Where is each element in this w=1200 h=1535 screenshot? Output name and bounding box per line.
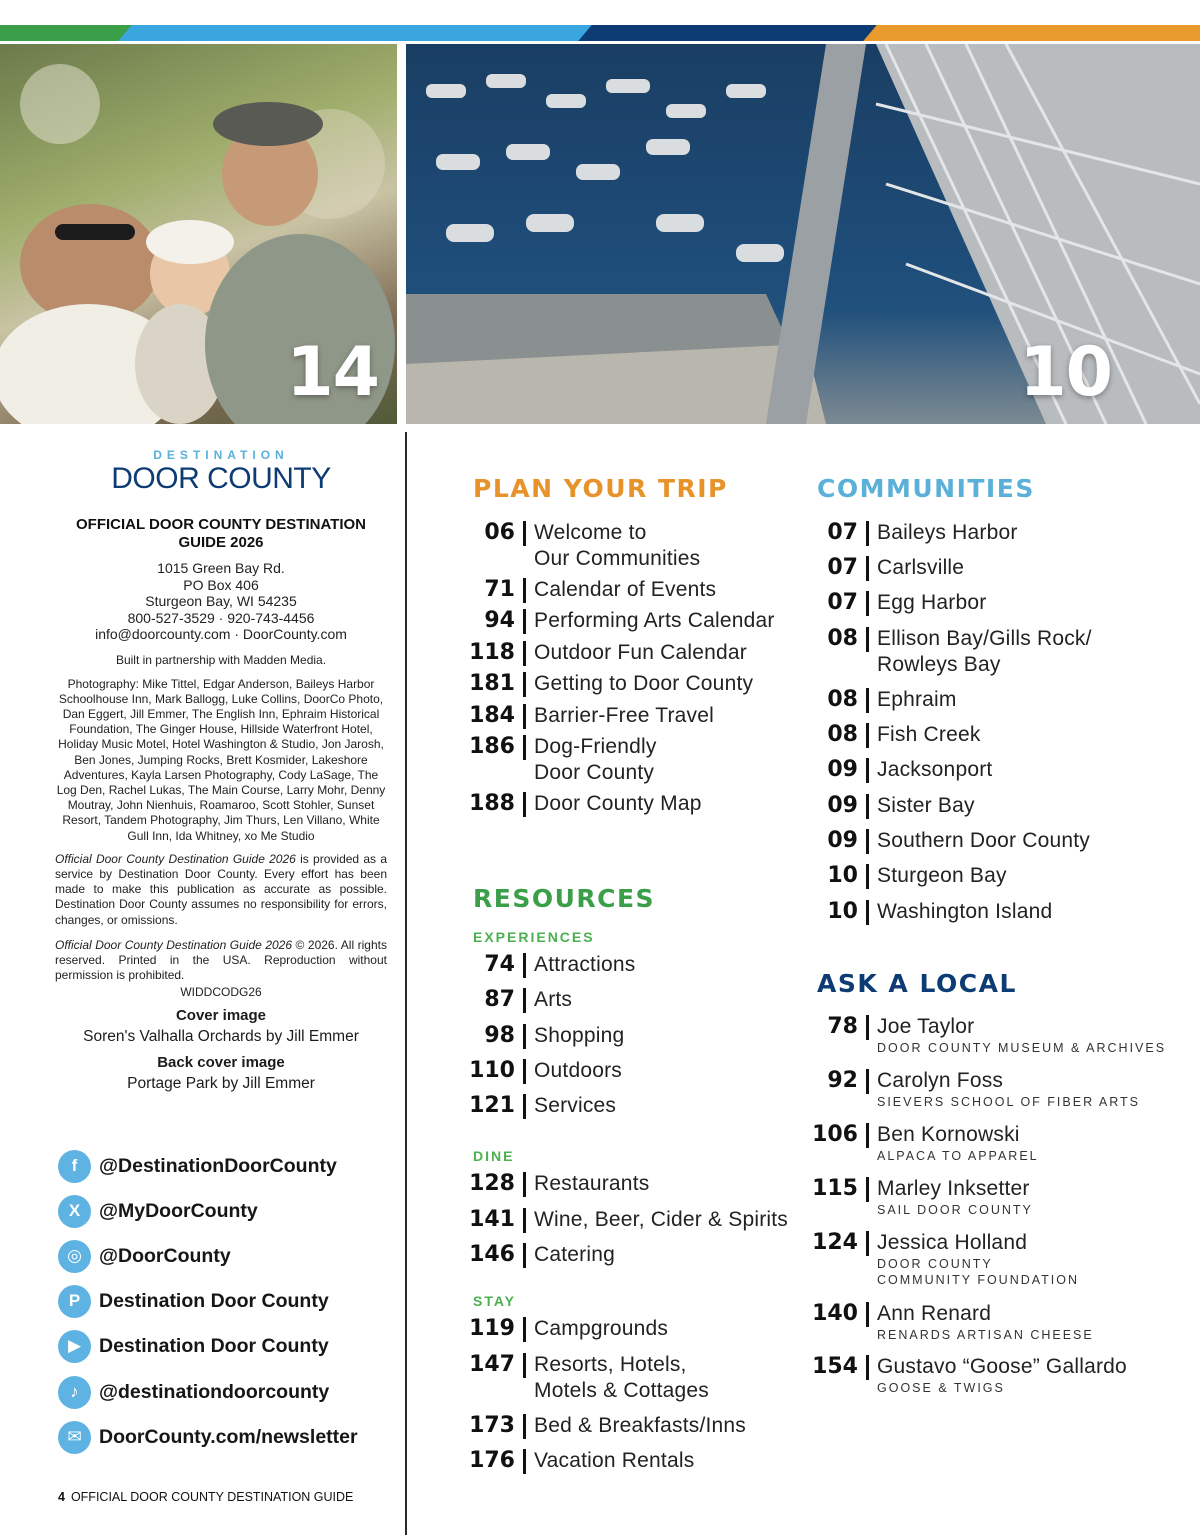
local-name: Carolyn Foss: [877, 1069, 1004, 1092]
x-icon: X: [58, 1195, 91, 1228]
toc-entry[interactable]: [465, 577, 716, 603]
toc-page-number: 106: [812, 1122, 858, 1147]
toc-label: Washington Island: [877, 900, 1053, 923]
separator-bar: [523, 609, 526, 634]
toc-page-number: 09: [827, 757, 858, 782]
column-divider: [405, 432, 407, 1535]
toc-label: Carlsville: [877, 556, 965, 579]
separator-bar: [866, 723, 869, 748]
separator-bar: [866, 1123, 869, 1148]
toc-entry[interactable]: [820, 590, 986, 616]
separator-bar: [523, 953, 526, 978]
photo-credits: Photography: Mike Tittel, Edgar Anderson, Baileys Harbor Schoolhouse Inn, Mark Ballogg, Luke Collins, DoorCo Photo, Dan Eggert, Jill Emmer, The English Inn, Ephraim Historical Foundation, The Ginger House, Hillside Waterfront Hotel, Holiday Music Motel, Hotel Washington & Studio, Jon Jarosh, Ben Jones, Jumping Rocks, Brett Kosmider, Lakeshore Adventures, Kayla Larsen Photography, Cody LaSage, The Log Den, Rachel Lukas, The Main Course, Larry Mohr, Denny Moutray, John Nienhuis, Roamaroo, Scott Stohler, Sunset Resort, Tandem Photography, Jim Thurs, Len Villano, White Gull Inn, Ida Whitney, xo Me Studio: [56, 676, 386, 843]
toc-page-number: 121: [469, 1093, 515, 1118]
toc-entry[interactable]: [465, 520, 700, 572]
toc-label-line2: Motels & Cottages: [534, 1379, 709, 1402]
social-label: @destinationdoorcounty: [99, 1380, 330, 1403]
cover-image-credit: Soren's Valhalla Orchards by Jill Emmer: [83, 1028, 359, 1046]
separator-bar: [523, 792, 526, 817]
email-icon: ✉: [58, 1421, 91, 1454]
toc-label: Wine, Beer, Cider & Spirits: [534, 1208, 788, 1231]
toc-entry[interactable]: [812, 1068, 1140, 1110]
separator-bar: [866, 1302, 869, 1327]
disclaimer-accuracy-text: is provided as a service by Destination Door County. Every effort has been made to make this publication as accurate as possible. Destination Door County assumes no responsibility for errors, changes, or omissions.: [55, 851, 387, 927]
separator-bar: [866, 900, 869, 925]
toc-entry[interactable]: [812, 1176, 1033, 1218]
separator-bar: [523, 988, 526, 1013]
toc-label: Baileys Harbor: [877, 521, 1018, 544]
separator-bar: [866, 627, 869, 652]
toc-label: [877, 1176, 1033, 1218]
separator-bar: [866, 1015, 869, 1040]
toc-label: Outdoor Fun Calendar: [534, 641, 747, 664]
toc-label: [877, 1354, 1127, 1396]
toc-entry[interactable]: [465, 1352, 709, 1404]
local-name: Ann Renard: [877, 1302, 992, 1325]
toc-page-number: 09: [827, 828, 858, 853]
toc-page-number: 87: [484, 987, 515, 1012]
toc-label: [534, 734, 657, 786]
toc-page-number: 128: [469, 1171, 515, 1196]
toc-entry[interactable]: [465, 1316, 668, 1342]
toc-label: Calendar of Events: [534, 578, 717, 601]
toc-page-number: 08: [827, 626, 858, 651]
toc-entry[interactable]: [465, 1023, 624, 1049]
toc-page-number: 09: [827, 793, 858, 818]
separator-bar: [523, 735, 526, 760]
toc-page-number: 188: [469, 791, 515, 816]
toc-page-number: 98: [484, 1023, 515, 1048]
toc-page-number: 08: [827, 687, 858, 712]
band-blue: [118, 25, 596, 41]
toc-entry[interactable]: [465, 1058, 622, 1084]
toc-page-number: 10: [827, 863, 858, 888]
back-cover-heading: Back cover image: [157, 1054, 285, 1072]
toc-entry[interactable]: [820, 555, 964, 581]
facebook-icon: f: [58, 1150, 91, 1183]
toc-label: Vacation Rentals: [534, 1449, 695, 1472]
toc-entry[interactable]: [812, 1122, 1039, 1164]
separator-bar: [523, 1317, 526, 1342]
cover-image-heading: Cover image: [175, 1007, 267, 1025]
toc-entry[interactable]: [820, 687, 957, 713]
toc-page-number: 147: [469, 1352, 515, 1377]
phone-numbers[interactable]: 800-527-3529 · 920-743-4456: [127, 609, 315, 626]
social-label: @DestinationDoorCounty: [99, 1154, 337, 1177]
separator-bar: [523, 672, 526, 697]
toc-label: Door County Map: [534, 792, 702, 815]
separator-bar: [523, 1414, 526, 1439]
address-city: Sturgeon Bay, WI 54235: [145, 593, 297, 609]
toc-page-number: 06: [484, 520, 515, 545]
toc-page-number: 92: [827, 1068, 858, 1093]
social-pinterest[interactable]: [58, 1283, 388, 1319]
toc-label-line2: Our Communities: [534, 547, 701, 570]
toc-label: [877, 1230, 1079, 1288]
band-green: [0, 25, 137, 41]
toc-entry[interactable]: [465, 671, 753, 697]
toc-entry[interactable]: [465, 734, 657, 786]
toc-page-number: 176: [469, 1448, 515, 1473]
publisher-info: [55, 448, 387, 1093]
built-note: Built in partnership with Madden Media.: [115, 652, 327, 667]
toc-label-line1: Ellison Bay/Gills Rock/: [877, 627, 1092, 650]
toc-label: Ephraim: [877, 688, 957, 711]
toc-page-number: 07: [827, 520, 858, 545]
toc-page-number: 173: [469, 1413, 515, 1438]
toc-page-number: 154: [812, 1354, 858, 1379]
social-label: @DoorCounty: [99, 1244, 231, 1267]
local-name: Ben Kornowski: [877, 1123, 1020, 1146]
back-cover-credit: Portage Park by Jill Emmer: [127, 1075, 315, 1093]
toc-page-number: 186: [469, 734, 515, 759]
separator-bar: [866, 688, 869, 713]
toc-label: Fish Creek: [877, 723, 981, 746]
toc-label: Restaurants: [534, 1172, 650, 1195]
toc-page-number: 74: [484, 952, 515, 977]
local-name: Joe Taylor: [877, 1015, 975, 1038]
address-street: 1015 Green Bay Rd.: [157, 560, 285, 576]
toc-label: Egg Harbor: [877, 591, 987, 614]
toc-label: [877, 1014, 1166, 1056]
social-label: @MyDoorCounty: [99, 1199, 258, 1222]
separator-bar: [866, 1177, 869, 1202]
separator-bar: [866, 556, 869, 581]
footer-page-number: 4: [58, 1490, 65, 1504]
toc-label: Catering: [534, 1243, 615, 1266]
social-tiktok[interactable]: [58, 1374, 388, 1410]
band-orange: [863, 25, 1200, 41]
stay-subheading: STAY: [473, 1293, 517, 1309]
toc-page-number: 119: [469, 1316, 515, 1341]
toc-label: Shopping: [534, 1024, 625, 1047]
toc-entry[interactable]: [465, 640, 747, 666]
toc-label-line2: Door County: [534, 761, 655, 784]
tiktok-icon: ♪: [58, 1376, 91, 1409]
toc-label: [877, 626, 1092, 678]
separator-bar: [523, 1208, 526, 1233]
toc-entry[interactable]: [812, 1301, 1094, 1343]
toc-page-number: 08: [827, 722, 858, 747]
social-instagram[interactable]: [58, 1238, 388, 1274]
toc-entry[interactable]: [465, 1093, 616, 1119]
toc-entry[interactable]: [812, 1230, 1079, 1288]
local-affiliation: ALPACA TO APPAREL: [877, 1149, 1039, 1163]
separator-bar: [866, 829, 869, 854]
toc-label: Sister Bay: [877, 794, 975, 817]
resources-heading: RESOURCES: [473, 884, 656, 913]
separator-bar: [523, 578, 526, 603]
social-facebook[interactable]: [58, 1148, 388, 1184]
toc-entry[interactable]: [465, 1413, 746, 1439]
local-affiliation: SIEVERS SCHOOL OF FIBER ARTS: [877, 1095, 1140, 1109]
dine-subheading: DINE: [473, 1148, 515, 1164]
local-affiliation: DOOR COUNTY: [877, 1257, 993, 1271]
separator-bar: [866, 591, 869, 616]
local-affiliation-line2: COMMUNITY FOUNDATION: [877, 1273, 1080, 1287]
toc-entry[interactable]: [465, 1242, 615, 1268]
top-color-band: [0, 25, 1200, 41]
footer-text: OFFICIAL DOOR COUNTY DESTINATION GUIDE: [70, 1490, 354, 1504]
marina-bridge-photo: [406, 44, 1200, 424]
separator-bar: [523, 1172, 526, 1197]
separator-bar: [523, 641, 526, 666]
toc-entry[interactable]: [812, 1014, 1166, 1056]
local-name: Marley Inksetter: [877, 1177, 1030, 1200]
family-orchard-photo: [0, 44, 397, 424]
toc-entry[interactable]: [465, 1171, 649, 1197]
toc-entry[interactable]: [465, 791, 702, 817]
page-number-overlay-10: 10: [1019, 333, 1112, 412]
toc-label-line1: Dog-Friendly: [534, 735, 657, 758]
toc-entry[interactable]: [820, 626, 1092, 678]
social-youtube[interactable]: [58, 1328, 388, 1364]
disclaimer-copyright-text: © 2026. All rights reserved. Printed in the USA. Reproduction without permission is prohibited.: [55, 937, 387, 983]
youtube-icon: ▶: [58, 1330, 91, 1363]
toc-entry[interactable]: [820, 899, 1052, 925]
toc-page-number: 181: [469, 671, 515, 696]
toc-entry[interactable]: [465, 1207, 788, 1233]
disclaimer-accuracy-title: Official Door County Destination Guide 2026: [55, 851, 296, 866]
separator-bar: [866, 521, 869, 546]
local-affiliation: DOOR COUNTY MUSEUM & ARCHIVES: [877, 1041, 1167, 1055]
toc-label: [534, 1352, 709, 1404]
toc-label-line1: Welcome to: [534, 521, 647, 544]
toc-page-number: 94: [484, 608, 515, 633]
toc-page-number: 10: [827, 899, 858, 924]
separator-bar: [523, 1243, 526, 1268]
toc-entry[interactable]: [820, 722, 981, 748]
toc-label-line1: Resorts, Hotels,: [534, 1353, 687, 1376]
toc-page-number: 141: [469, 1207, 515, 1232]
pinterest-icon: P: [58, 1285, 91, 1318]
separator-bar: [866, 1355, 869, 1380]
separator-bar: [866, 864, 869, 889]
toc-label: Southern Door County: [877, 829, 1090, 852]
toc-page-number: 110: [469, 1058, 515, 1083]
disclaimer-copyright: [55, 938, 387, 984]
separator-bar: [523, 1449, 526, 1474]
separator-bar: [523, 1094, 526, 1119]
social-label: Destination Door County: [99, 1334, 329, 1357]
toc-label: Bed & Breakfasts/Inns: [534, 1414, 746, 1437]
separator-bar: [866, 794, 869, 819]
separator-bar: [866, 1231, 869, 1256]
toc-label: Performing Arts Calendar: [534, 609, 775, 632]
toc-page-number: 07: [827, 555, 858, 580]
toc-entry[interactable]: [465, 987, 572, 1013]
publication-code: WIDDCODG26: [180, 985, 262, 1000]
toc-label: [877, 1301, 1094, 1343]
experiences-subheading: EXPERIENCES: [473, 929, 595, 945]
toc-entry[interactable]: [820, 757, 992, 783]
toc-entry[interactable]: [820, 793, 975, 819]
local-affiliation: GOOSE & TWIGS: [877, 1381, 1005, 1395]
guide-title: OFFICIAL DOOR COUNTY DESTINATION GUIDE 2026: [75, 516, 366, 551]
toc-label: Jacksonport: [877, 758, 993, 781]
toc-label: Attractions: [534, 953, 636, 976]
social-label: Destination Door County: [99, 1289, 329, 1312]
local-name: Gustavo “Goose” Gallardo: [877, 1355, 1127, 1378]
toc-entry[interactable]: [465, 608, 775, 634]
social-label: DoorCounty.com/newsletter: [99, 1425, 358, 1448]
toc-label: Sturgeon Bay: [877, 864, 1007, 887]
separator-bar: [523, 1059, 526, 1084]
toc-label-line2: Rowleys Bay: [877, 653, 1001, 676]
toc-page-number: 115: [812, 1176, 858, 1201]
logo-destination: DESTINATION: [153, 448, 289, 462]
local-affiliation: RENARDS ARTISAN CHEESE: [877, 1328, 1094, 1342]
toc-entry[interactable]: [812, 1354, 1127, 1396]
toc-label: Outdoors: [534, 1059, 622, 1082]
separator-bar: [523, 1353, 526, 1378]
disclaimer-accuracy: [55, 852, 387, 928]
disclaimer-copyright-title: Official Door County Destination Guide 2026: [55, 937, 293, 952]
toc-entry[interactable]: [465, 1448, 694, 1474]
social-newsletter[interactable]: [58, 1419, 388, 1455]
logo-door-county: DOOR COUNTY: [111, 462, 331, 495]
toc-label: Services: [534, 1094, 617, 1117]
ask-a-local-heading: ASK A LOCAL: [817, 969, 1017, 998]
page-footer: [58, 1490, 353, 1504]
toc-page-number: 71: [484, 577, 515, 602]
toc-page-number: 124: [812, 1230, 858, 1255]
local-name: Jessica Holland: [877, 1231, 1028, 1254]
toc-entry[interactable]: [820, 520, 1018, 546]
toc-label: Campgrounds: [534, 1317, 669, 1340]
toc-label: [877, 1068, 1140, 1110]
toc-page-number: 146: [469, 1242, 515, 1267]
toc-entry[interactable]: [465, 703, 714, 729]
social-x[interactable]: [58, 1193, 388, 1229]
toc-entry[interactable]: [820, 828, 1090, 854]
toc-page-number: 07: [827, 590, 858, 615]
toc-entry[interactable]: [820, 863, 1007, 889]
plan-your-trip-heading: PLAN YOUR TRIP: [473, 474, 728, 503]
toc-page-number: 118: [469, 640, 515, 665]
separator-bar: [523, 521, 526, 546]
toc-label: Getting to Door County: [534, 672, 754, 695]
toc-page-number: 78: [827, 1014, 858, 1039]
toc-page-number: 184: [469, 703, 515, 728]
toc-label: Barrier-Free Travel: [534, 704, 715, 727]
toc-page-number: 140: [812, 1301, 858, 1326]
communities-heading: COMMUNITIES: [817, 474, 1035, 503]
band-navy: [578, 25, 881, 41]
toc-entry[interactable]: [465, 952, 635, 978]
address-block: [55, 560, 387, 643]
separator-bar: [523, 704, 526, 729]
local-affiliation: SAIL DOOR COUNTY: [877, 1203, 1033, 1217]
toc-label: Arts: [534, 988, 573, 1011]
separator-bar: [866, 1069, 869, 1094]
page-number-overlay-14: 14: [286, 333, 379, 412]
toc-label: [877, 1122, 1039, 1164]
separator-bar: [523, 1024, 526, 1049]
toc-label: [534, 520, 700, 572]
address-po-box: PO Box 406: [183, 576, 259, 593]
instagram-icon: ◎: [58, 1240, 91, 1273]
separator-bar: [866, 758, 869, 783]
email-website[interactable]: info@doorcounty.com · DoorCounty.com: [95, 626, 347, 642]
